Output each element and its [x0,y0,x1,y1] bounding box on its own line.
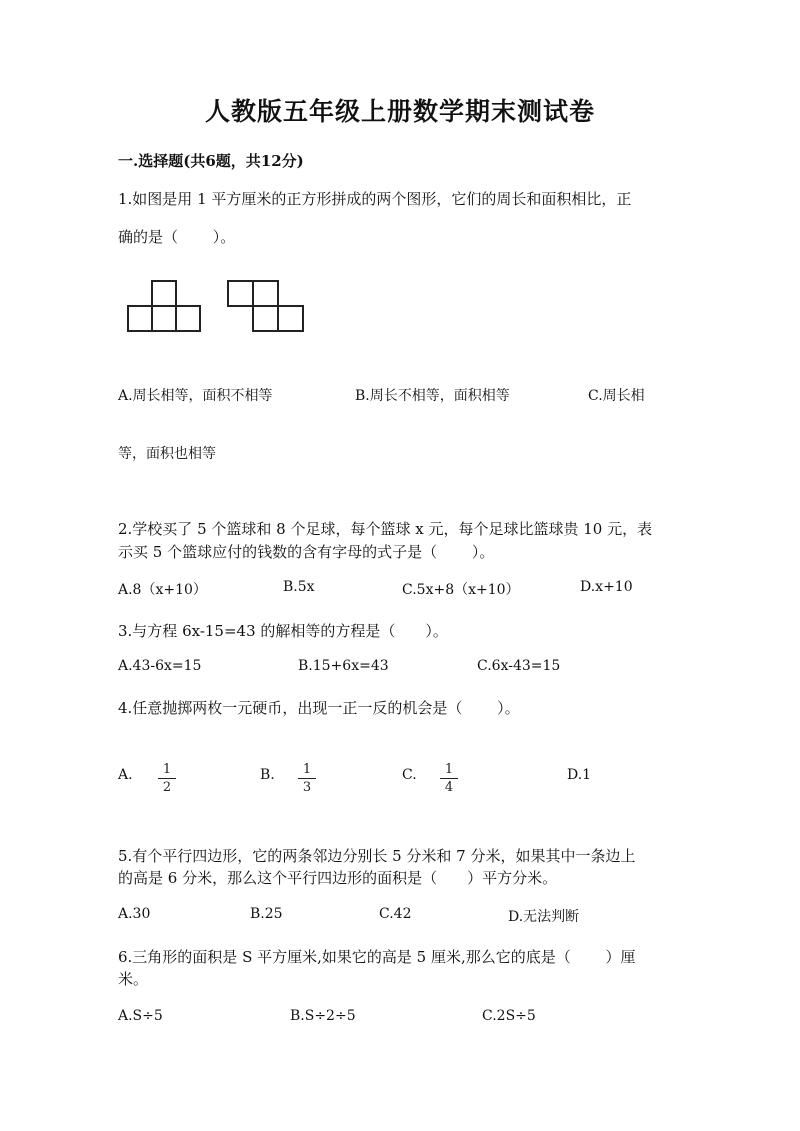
q1-figure-left [125,279,205,334]
fraction-bar [440,778,458,779]
q4-option-a-fraction[interactable] [158,762,176,795]
q1-option-b[interactable]: B.周长不相等，面积相等 [355,388,510,404]
q2-option-a[interactable]: A.8（x+10） [118,582,207,598]
q1-figure-right [224,279,309,334]
q1-text-line2: 确的是（ ）。 [118,228,236,246]
q4-option-c-denominator: 4 [444,780,454,795]
q4-option-b-denominator: 3 [302,780,312,795]
q6-text-line1: 6.三角形的面积是 S 平方厘米,如果它的高是 5 厘米,那么它的底是（ ）厘 [118,948,636,966]
q5-option-a[interactable]: A.30 [118,906,151,922]
q4-option-a-denominator: 2 [162,780,172,795]
q6-text-line2: 米。 [118,970,149,988]
fraction-bar [158,778,176,779]
q2-text-line2: 示买 5 个篮球应付的钱数的含有字母的式子是（ ）。 [118,543,495,561]
q4-option-c-fraction[interactable] [440,762,458,795]
q3-option-c[interactable]: C.6x-43=15 [477,658,561,674]
fraction-bar [298,778,316,779]
page-title: 人教版五年级上册数学期末测试卷 [204,97,595,126]
q4-option-a-numerator: 1 [162,762,172,777]
q4-text: 4.任意抛掷两枚一元硬币，出现一正一反的机会是（ ）。 [118,699,520,717]
q4-option-b-label[interactable]: B. [260,767,275,783]
q1-option-c[interactable]: C.周长相 [588,388,645,404]
q5-option-d[interactable]: D.无法判断 [508,909,580,925]
q6-option-b[interactable]: B.S÷2÷5 [290,1008,356,1024]
q2-option-d[interactable]: D.x+10 [580,579,633,595]
q2-option-c[interactable]: C.5x+8（x+10） [402,582,520,598]
q5-option-b[interactable]: B.25 [250,906,283,922]
q4-option-c-label[interactable]: C. [402,767,417,783]
q2-option-b[interactable]: B.5x [283,579,315,595]
q5-text-line2: 的高是 6 分米，那么这个平行四边形的面积是（ ）平方分米。 [118,869,558,887]
q1-option-c-continued: 等，面积也相等 [118,446,216,462]
q3-option-a[interactable]: A.43-6x=15 [118,658,202,674]
q6-option-a[interactable]: A.S÷5 [118,1008,163,1024]
q4-option-b-fraction[interactable] [298,762,316,795]
q4-option-b-numerator: 1 [302,762,312,777]
q1-text-line1: 1.如图是用 1 平方厘米的正方形拼成的两个图形，它们的周长和面积相比，正 [118,190,632,208]
q1-option-a[interactable]: A.周长相等，面积不相等 [118,388,273,404]
q6-option-c[interactable]: C.2S÷5 [482,1008,536,1024]
q4-option-d[interactable]: D.1 [567,767,592,783]
q3-text: 3.与方程 6x-15=43 的解相等的方程是（ ）。 [118,622,448,640]
q3-option-b[interactable]: B.15+6x=43 [298,658,389,674]
q5-option-c[interactable]: C.42 [379,906,412,922]
q5-text-line1: 5.有个平行四边形，它的两条邻边分别长 5 分米和 7 分米，如果其中一条边上 [118,847,636,865]
q4-option-c-numerator: 1 [444,762,454,777]
section-heading: 一.选择题(共6题，共12分) [118,152,304,170]
q2-text-line1: 2.学校买了 5 个篮球和 8 个足球，每个篮球 x 元，每个足球比篮球贵 10 元，表 [118,520,653,538]
q4-option-a-label[interactable]: A. [118,767,133,783]
